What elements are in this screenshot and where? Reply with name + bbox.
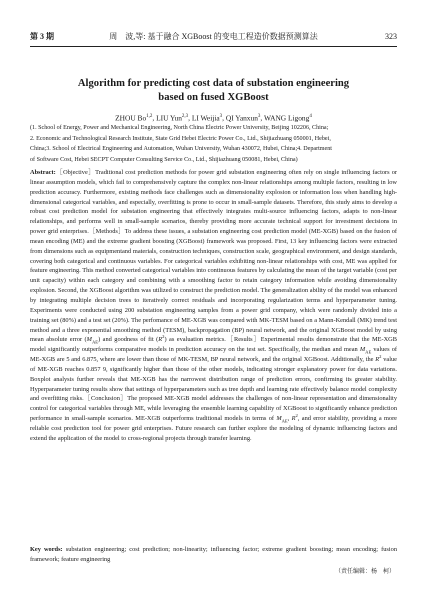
mae-symbol: M [276, 415, 282, 423]
affiliation-line: (1. School of Energy, Power and Mechanical Engineering, North China Electric Power University, Beijing 102206, China; [30, 125, 329, 131]
abstract-methods-end: ) as evaluation metrics. [164, 336, 226, 344]
abstract-label: Abstract: [30, 169, 56, 176]
abstract-results-cont: values of ME-XGB are 5 and 6.875, where are lower than those of MK-TESM, BP neural network, and the original XGBoost. Additionally, the [30, 346, 397, 364]
author-affiliation-marker: 1,2 [146, 114, 153, 119]
abstract-results-end: value of ME-XGB reaches 0.857 9, significantly higher than those of the other models, indicating stronger explanatory power for data variations. Boxplot analysis further reveals that ME-XGB has the narrowest distribution range of prediction errors, confirming its greater stability. Hyperparameter tuning results show that settings of hyperparameters such as tree depth and learning rate effectively balance model complexity and overfitting risks. [30, 356, 397, 403]
affiliation-line: of Software Cost, Hebei SECPT Computer Consulting Service Co., Ltd., Shijiazhuang 050081, Hebei, China) [30, 156, 298, 163]
abstract-conclusion-end: , and error stability, providing a more reliable cost prediction tool for power grid enterprises. Future research can further explore the modeling of dynamic influencing factors and extend the application of the model to cross-regional projects through transfer learning. [30, 415, 397, 442]
abstract-conclusion-sep: , [287, 415, 292, 423]
author-name: ZHOU Bo [115, 113, 147, 123]
affiliations [30, 123, 397, 165]
abstract-conclusion: The proposed ME-XGB model addresses the challenges of non-linear representation and dimensionality control for categorical variables through ME, while leveraging the ensemble learning capability of XGBoost to significantly enhance prediction performance in small-sample scenarios. ME-XGB outperforms traditional models in terms of [30, 395, 397, 423]
r2-symbol: R [291, 415, 296, 423]
running-title: 周 波,等: 基于融合 XGBoost 的变电工程造价数据预测算法 [109, 32, 318, 41]
author-affiliation-marker: 2,3 [181, 114, 189, 119]
author-name: WANG Ligong [263, 113, 310, 123]
r2-symbol: R [158, 336, 163, 344]
abstract-results: Experimental results demonstrate that the ME-XGB model significantly outperforms comparative models in prediction accuracy on the test set. Specifically, the median and mean [30, 336, 397, 354]
keywords [30, 545, 397, 565]
mae-subscript: AE [91, 339, 99, 345]
author-name: QI Yanxun [225, 113, 258, 123]
abstract-methods-cont: ) and goodness of fit ( [98, 336, 159, 344]
issue-number: 第 3 期 [30, 32, 54, 41]
author-affiliation-marker: 3 [257, 114, 261, 119]
abstract-objective: Traditional cost prediction methods for power grid substation engineering often rely on single influencing factors or linear assumption models, which fail to comprehensively capture the complex non-linear relationships among multiple factors, resulting in low prediction accuracy. Furthermore, existing methods face challenges such as dimensionality explosion or information loss when handling high-dimensional categorical variables, and especially, overfitting is prone to occur in small-sample datasets. Therefore, this study aims to develop a robust cost prediction model for substation engineering that effectively integrates multi-source influencing factors, adapts to non-linear relationships, and performs well in small-sample scenarios, thereby providing more accurate technical support for investment decisions in power grid enterprises. [30, 169, 397, 236]
r2-symbol: R [375, 356, 380, 364]
conclusion-tag: ［Conclusion］ [83, 395, 128, 403]
running-header [30, 30, 397, 44]
keywords-text: substation engineering; cost prediction; non-linearity; influencing factor; extreme gradient boosting; mean encoding; fusion framework; feature engineering [30, 546, 397, 563]
mae-symbol: M [359, 346, 366, 354]
header-rule [30, 46, 397, 47]
author-affiliation-marker: 3 [219, 114, 223, 119]
objective-tag: ［Objective］ [55, 169, 96, 176]
affiliation-line: 2. Economic and Technological Research Institute, State Grid Hebei Electric Power Co., Ltd., Shijiazhuang 050001, Hebei, [30, 135, 331, 142]
r2-superscript: 2 [295, 412, 298, 418]
page-number: 323 [385, 32, 397, 41]
methods-tag: ［Methods］ [88, 228, 125, 236]
results-tag: ［Results］ [225, 336, 261, 344]
paper-title [40, 77, 387, 105]
mae-symbol: M [86, 336, 92, 344]
author-affiliation-marker: 4 [309, 114, 312, 119]
mae-subscript: AE [365, 349, 372, 355]
author-list: ZHOU Bo$^{1,2}$, LIU Yun$^{2,3}$, LI Weijia$^3$, QI Yanxun$^3$, WANG Ligong$^4$ [115, 113, 312, 123]
affiliation-line: China;3. School of Electrical Engineering and Automation, Wuhan University, Wuhan 430072, Hubei, China;4. Department [30, 146, 332, 153]
author-name: LIU Yun [156, 113, 182, 123]
author-name: LI Weijia [191, 113, 220, 123]
abstract-body [30, 168, 397, 444]
r2-superscript: 2 [379, 353, 382, 359]
r2-superscript: 2 [162, 334, 165, 340]
title-line-1: Algorithm for predicting cost data of substation engineering [77, 78, 350, 89]
keywords-label: Key words: [30, 546, 63, 553]
editor-note: （责任编辑：杨 柯） [334, 569, 395, 575]
mae-subscript: AE [281, 418, 288, 424]
abstract [30, 168, 397, 444]
abstract-methods: To address these issues, a substation engineering cost prediction model (ME-XGB) based on the fusion of mean encoding (ME) and the extreme gradient boosting (XGBoost) framework was proposed. First, 13 key influencing factors were extracted from dimensions such as equipmentand materials, construction techniques, construction scale, geographical environment, and design standards, covering both categorical and continuous variables. For categorical variables exhibiting non-linear relationships with cost, ME was applied for feature engineering. This method converted categorical variables into continuous features by calculating the mean of the target variable (cost per unit capacity) within each category and combining with a smoothing factor to retain category information while avoiding dimensionality explosion. Second, the XGBoost algorithm was utilized to construct the prediction model. The generalization ability of the model was enhanced by integrating multiple decision trees to iteratively correct residuals and incorporating regularization terms and hyperparameter tuning. Experiments were conducted using 200 substation engineering samples from a power grid company, which were randomly divided into a training set (80%) and a test set (20%). The perfomance of ME-XGB was compared with MK-TESM based on a Mann-Kendall (MK) trend test method and a three exponential smoothing method (TESM), backpropagation (BP) neural network, and the original XGBoost model by using mean absolute error ( [30, 228, 397, 344]
title-line-2: based on fused XGBoost [158, 92, 269, 103]
